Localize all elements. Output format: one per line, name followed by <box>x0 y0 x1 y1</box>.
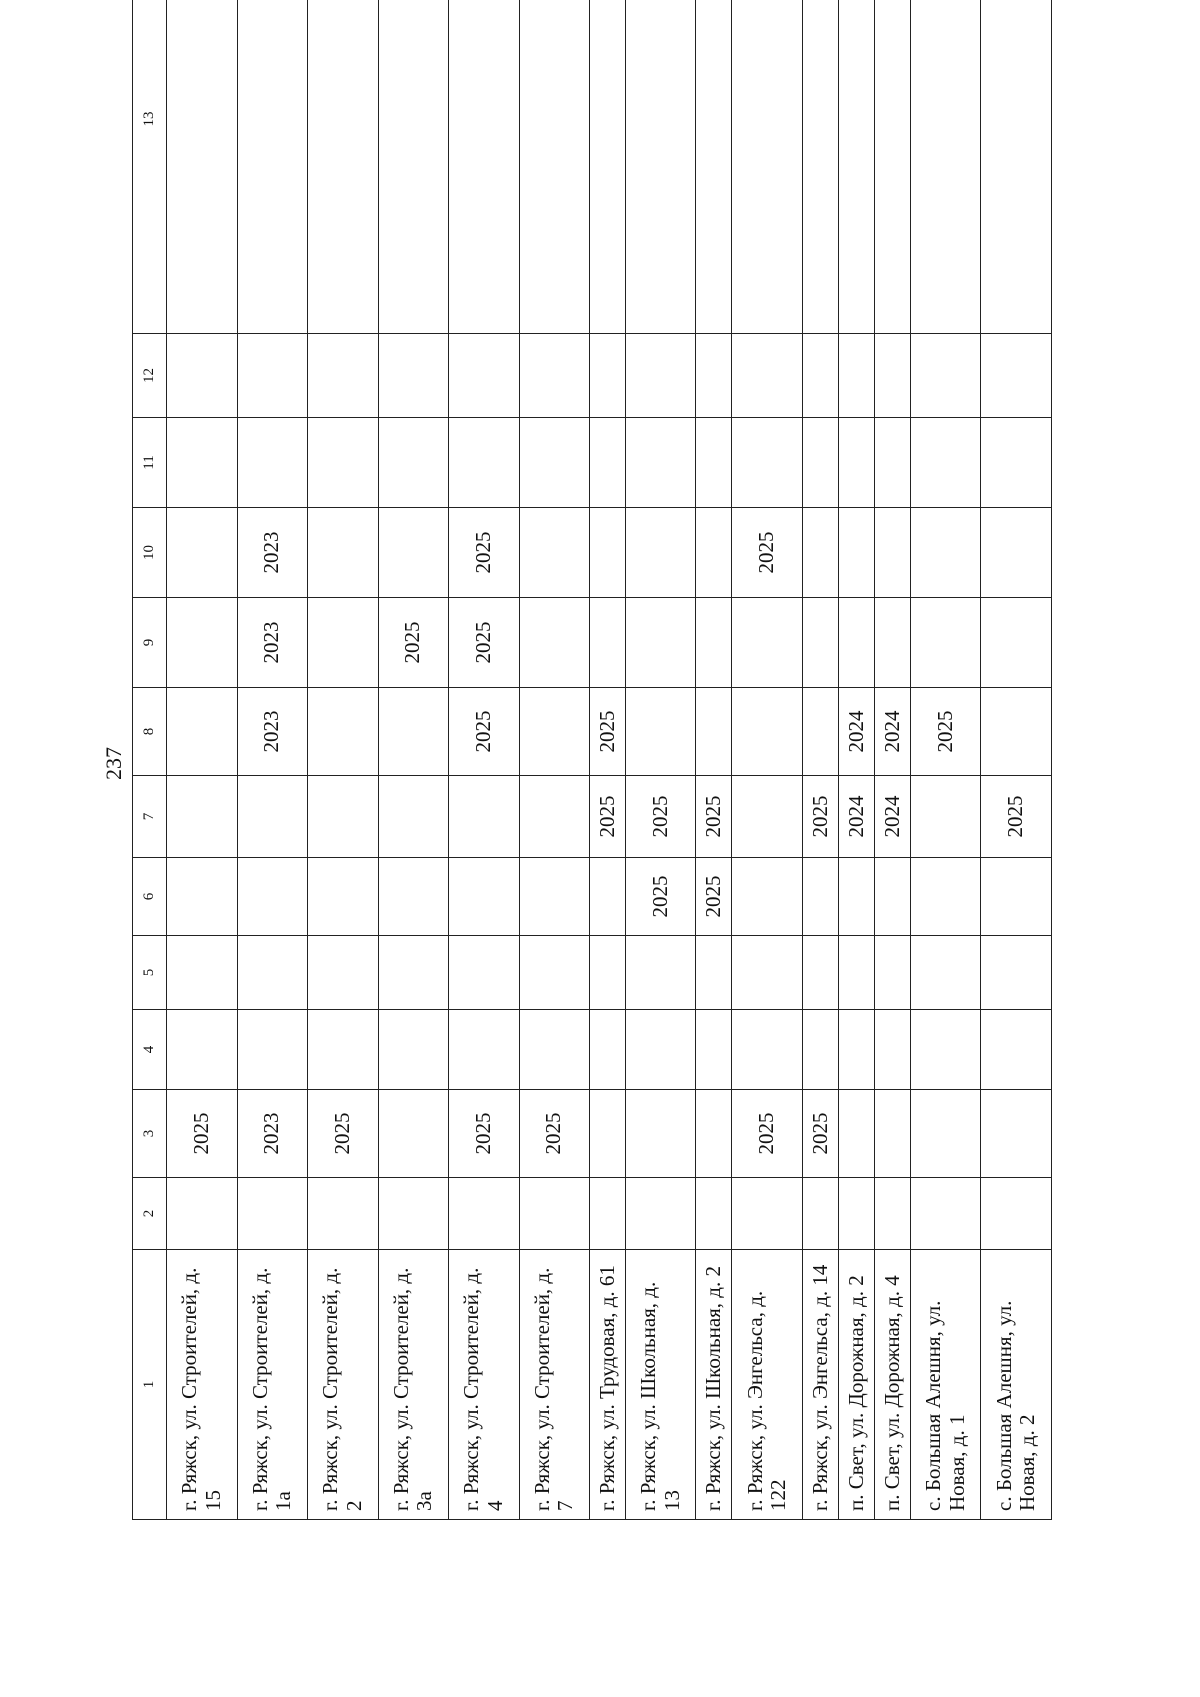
column-header: 3 <box>133 1090 167 1178</box>
column-header: 5 <box>133 936 167 1010</box>
year-cell <box>378 936 449 1010</box>
table-row <box>237 0 308 1520</box>
year-cell: 2024 <box>838 688 874 776</box>
year-cell <box>802 508 838 598</box>
year-cell <box>237 1010 308 1090</box>
year-cell <box>308 1178 379 1250</box>
year-cell <box>838 1010 874 1090</box>
year-cell <box>874 508 910 598</box>
year-cell <box>378 0 449 334</box>
year-cell <box>874 418 910 508</box>
year-cell <box>167 508 238 598</box>
year-cell <box>449 418 520 508</box>
year-cell <box>910 508 981 598</box>
year-cell <box>237 858 308 936</box>
year-cell <box>732 858 803 936</box>
column-header: 7 <box>133 776 167 858</box>
year-cell <box>308 936 379 1010</box>
year-cell <box>838 418 874 508</box>
year-cell: 2025 <box>590 688 626 776</box>
year-cell <box>696 418 732 508</box>
year-cell <box>981 936 1052 1010</box>
year-cell <box>910 598 981 688</box>
year-cell <box>732 334 803 418</box>
table-body <box>167 0 1052 1520</box>
year-cell <box>308 0 379 334</box>
column-header: 8 <box>133 688 167 776</box>
year-cell <box>237 334 308 418</box>
year-cell: 2025 <box>449 598 520 688</box>
year-cell <box>696 508 732 598</box>
table-row <box>838 0 874 1520</box>
year-cell <box>378 776 449 858</box>
year-cell <box>981 0 1052 334</box>
address-cell: г. Ряжск, ул. Строителей, д. 3а <box>378 1250 449 1520</box>
year-cell <box>378 418 449 508</box>
year-cell <box>981 598 1052 688</box>
year-cell <box>590 598 626 688</box>
address-cell: г. Ряжск, ул. Школьная, д. 13 <box>625 1250 696 1520</box>
year-cell <box>802 418 838 508</box>
year-cell <box>519 0 590 334</box>
year-cell <box>696 334 732 418</box>
year-cell: 2025 <box>449 1090 520 1178</box>
year-cell <box>696 1090 732 1178</box>
year-cell: 2025 <box>308 1090 379 1178</box>
year-cell <box>590 0 626 334</box>
year-cell: 2024 <box>874 688 910 776</box>
year-cell: 2025 <box>802 776 838 858</box>
year-cell <box>625 598 696 688</box>
year-cell: 2025 <box>625 858 696 936</box>
year-cell <box>378 1010 449 1090</box>
year-cell: 2024 <box>874 776 910 858</box>
column-header: 4 <box>133 1010 167 1090</box>
year-cell <box>167 1010 238 1090</box>
year-cell: 2025 <box>449 508 520 598</box>
year-cell: 2025 <box>696 858 732 936</box>
column-header: 13 <box>133 0 167 334</box>
page-number: 237 <box>101 747 126 780</box>
address-cell: с. Большая Алешня, ул. Новая, д. 1 <box>910 1250 981 1520</box>
year-cell <box>519 936 590 1010</box>
year-cell <box>449 858 520 936</box>
year-cell <box>378 508 449 598</box>
year-cell <box>167 688 238 776</box>
table-row <box>167 0 238 1520</box>
year-cell <box>308 598 379 688</box>
year-cell: 2025 <box>981 776 1052 858</box>
year-cell <box>519 776 590 858</box>
year-cell <box>625 508 696 598</box>
address-cell: г. Ряжск, ул. Школьная, д. 2 <box>696 1250 732 1520</box>
year-cell <box>590 508 626 598</box>
address-cell: г. Ряжск, ул. Энгельса, д. 14 <box>802 1250 838 1520</box>
year-cell <box>167 418 238 508</box>
year-cell <box>838 858 874 936</box>
year-cell <box>378 688 449 776</box>
year-cell <box>237 936 308 1010</box>
year-cell <box>910 936 981 1010</box>
year-cell <box>625 334 696 418</box>
address-cell: г. Ряжск, ул. Трудовая, д. 61 <box>590 1250 626 1520</box>
year-cell <box>802 1178 838 1250</box>
year-cell <box>590 418 626 508</box>
year-cell <box>625 1090 696 1178</box>
year-cell <box>449 334 520 418</box>
year-cell <box>625 418 696 508</box>
table-row <box>981 0 1052 1520</box>
year-cell <box>732 1178 803 1250</box>
year-cell <box>732 688 803 776</box>
year-cell <box>981 418 1052 508</box>
year-cell <box>874 858 910 936</box>
year-cell <box>308 858 379 936</box>
year-cell <box>910 858 981 936</box>
column-header: 12 <box>133 334 167 418</box>
year-cell <box>378 858 449 936</box>
year-cell <box>237 0 308 334</box>
year-cell: 2023 <box>237 598 308 688</box>
year-cell <box>625 688 696 776</box>
year-cell: 2025 <box>732 508 803 598</box>
year-cell <box>874 936 910 1010</box>
year-cell <box>696 1010 732 1090</box>
year-cell <box>696 1178 732 1250</box>
year-cell: 2025 <box>732 1090 803 1178</box>
year-cell <box>449 776 520 858</box>
year-cell <box>237 776 308 858</box>
year-cell <box>732 0 803 334</box>
year-cell <box>449 1178 520 1250</box>
year-cell <box>167 858 238 936</box>
table-row <box>519 0 590 1520</box>
year-cell <box>625 0 696 334</box>
year-cell <box>519 334 590 418</box>
year-cell <box>696 688 732 776</box>
year-cell <box>167 0 238 334</box>
year-cell <box>910 1010 981 1090</box>
year-cell <box>378 1090 449 1178</box>
year-cell: 2025 <box>910 688 981 776</box>
address-cell: г. Ряжск, ул. Строителей, д. 15 <box>167 1250 238 1520</box>
year-cell <box>696 0 732 334</box>
year-cell: 2025 <box>802 1090 838 1178</box>
year-cell <box>625 936 696 1010</box>
year-cell <box>910 418 981 508</box>
column-header: 10 <box>133 508 167 598</box>
year-cell <box>519 688 590 776</box>
year-cell <box>449 1010 520 1090</box>
year-cell <box>308 688 379 776</box>
year-cell <box>802 1010 838 1090</box>
year-cell <box>167 936 238 1010</box>
year-cell <box>802 334 838 418</box>
year-cell <box>838 598 874 688</box>
year-cell <box>910 0 981 334</box>
table-row <box>590 0 626 1520</box>
year-cell <box>838 334 874 418</box>
year-cell: 2025 <box>167 1090 238 1178</box>
year-cell <box>874 0 910 334</box>
year-cell <box>590 334 626 418</box>
year-cell <box>378 1178 449 1250</box>
year-cell: 2025 <box>625 776 696 858</box>
rotated-table-container <box>132 105 1052 1520</box>
year-cell <box>874 1178 910 1250</box>
year-cell <box>167 598 238 688</box>
year-cell <box>519 598 590 688</box>
year-cell <box>732 776 803 858</box>
year-cell <box>625 1178 696 1250</box>
column-header: 9 <box>133 598 167 688</box>
year-cell <box>308 334 379 418</box>
address-cell: г. Ряжск, ул. Энгельса, д. 122 <box>732 1250 803 1520</box>
table-row <box>308 0 379 1520</box>
year-cell <box>910 1178 981 1250</box>
year-cell <box>981 334 1052 418</box>
data-table <box>132 0 1052 1520</box>
year-cell: 2023 <box>237 508 308 598</box>
address-cell: п. Свет, ул. Дорожная, д. 2 <box>838 1250 874 1520</box>
year-cell <box>590 858 626 936</box>
year-cell <box>981 1010 1052 1090</box>
year-cell <box>732 418 803 508</box>
year-cell <box>308 418 379 508</box>
address-cell: г. Ряжск, ул. Строителей, д. 2 <box>308 1250 379 1520</box>
year-cell <box>838 1090 874 1178</box>
year-cell: 2025 <box>590 776 626 858</box>
year-cell <box>732 936 803 1010</box>
year-cell <box>802 936 838 1010</box>
year-cell <box>696 598 732 688</box>
year-cell <box>519 508 590 598</box>
year-cell <box>981 1178 1052 1250</box>
year-cell <box>590 936 626 1010</box>
year-cell <box>838 0 874 334</box>
year-cell <box>732 1010 803 1090</box>
year-cell <box>696 936 732 1010</box>
table-row <box>874 0 910 1520</box>
year-cell <box>910 776 981 858</box>
year-cell <box>167 334 238 418</box>
year-cell <box>590 1090 626 1178</box>
year-cell <box>449 0 520 334</box>
address-cell: с. Большая Алешня, ул. Новая, д. 2 <box>981 1250 1052 1520</box>
year-cell <box>519 858 590 936</box>
table-row <box>910 0 981 1520</box>
year-cell <box>167 1178 238 1250</box>
year-cell <box>910 334 981 418</box>
year-cell: 2025 <box>378 598 449 688</box>
table-row <box>696 0 732 1520</box>
year-cell <box>625 1010 696 1090</box>
year-cell <box>981 688 1052 776</box>
year-cell <box>874 598 910 688</box>
year-cell <box>838 508 874 598</box>
year-cell <box>308 776 379 858</box>
year-cell <box>874 1090 910 1178</box>
year-cell <box>237 1178 308 1250</box>
table-row <box>625 0 696 1520</box>
table-header-row <box>133 0 167 1520</box>
address-cell: г. Ряжск, ул. Строителей, д. 1а <box>237 1250 308 1520</box>
column-header: 2 <box>133 1178 167 1250</box>
address-cell: г. Ряжск, ул. Строителей, д. 7 <box>519 1250 590 1520</box>
year-cell <box>874 1010 910 1090</box>
year-cell <box>449 936 520 1010</box>
year-cell <box>874 334 910 418</box>
table-row <box>449 0 520 1520</box>
year-cell <box>910 1090 981 1178</box>
table-row <box>378 0 449 1520</box>
year-cell: 2025 <box>519 1090 590 1178</box>
year-cell <box>802 688 838 776</box>
year-cell <box>308 508 379 598</box>
address-cell: г. Ряжск, ул. Строителей, д. 4 <box>449 1250 520 1520</box>
year-cell <box>802 858 838 936</box>
year-cell: 2023 <box>237 1090 308 1178</box>
year-cell <box>237 418 308 508</box>
year-cell <box>981 1090 1052 1178</box>
address-cell: п. Свет, ул. Дорожная, д. 4 <box>874 1250 910 1520</box>
year-cell <box>838 936 874 1010</box>
column-header: 6 <box>133 858 167 936</box>
year-cell: 2025 <box>696 776 732 858</box>
year-cell <box>519 1010 590 1090</box>
year-cell <box>981 508 1052 598</box>
table-row <box>732 0 803 1520</box>
year-cell: 2025 <box>449 688 520 776</box>
year-cell <box>981 858 1052 936</box>
year-cell <box>732 598 803 688</box>
column-header: 1 <box>133 1250 167 1520</box>
year-cell <box>167 776 238 858</box>
year-cell <box>590 1178 626 1250</box>
table-row <box>802 0 838 1520</box>
year-cell <box>378 334 449 418</box>
year-cell <box>519 418 590 508</box>
year-cell: 2023 <box>237 688 308 776</box>
year-cell <box>802 0 838 334</box>
year-cell <box>838 1178 874 1250</box>
year-cell: 2024 <box>838 776 874 858</box>
year-cell <box>590 1010 626 1090</box>
column-header: 11 <box>133 418 167 508</box>
year-cell <box>308 1010 379 1090</box>
year-cell <box>802 598 838 688</box>
year-cell <box>519 1178 590 1250</box>
